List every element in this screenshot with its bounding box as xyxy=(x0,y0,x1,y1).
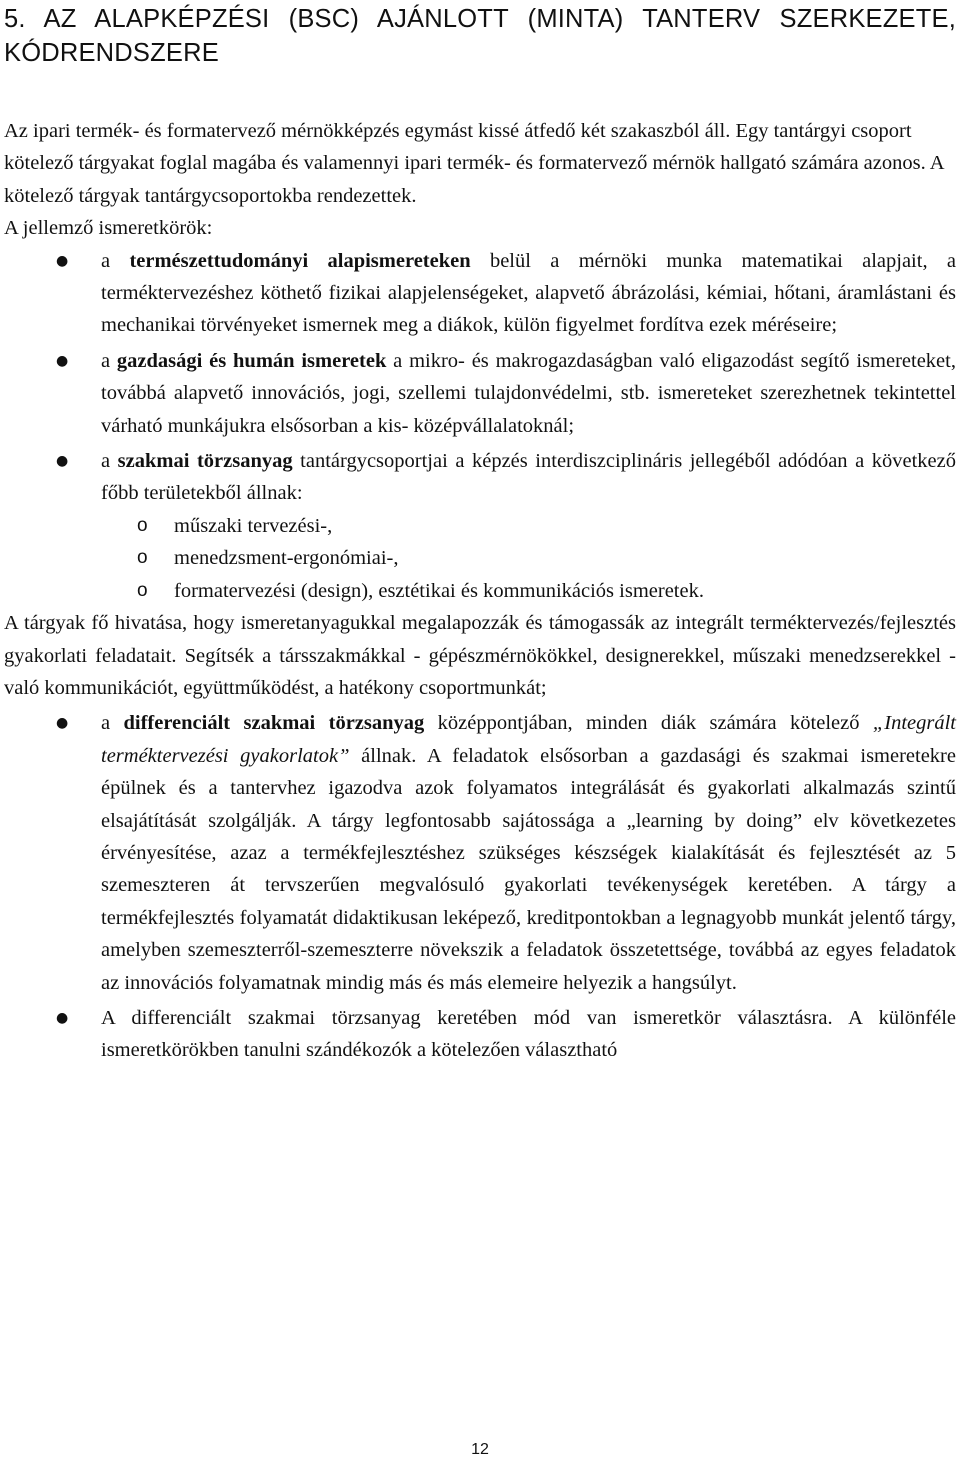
list-item: ● a szakmai törzsanyag tantárgycsoportjai a képzés interdiszciplináris jellegéből adódóan a következő főbb területekből állnak: xyxy=(4,445,956,510)
bullet-icon: ● xyxy=(56,352,69,369)
bullet-icon: ● xyxy=(56,252,69,269)
purpose-paragraph: A tárgyak fő hivatása, hogy ismeretanyagukkal megalapozzák és támogassák az integrált terméktervezés/fejlesztés gyakorlati feladatait. Segítsék a társszakmákkal - gépészmérnökökkel, designerekkel, műszaki menedzserekkel - való kommunikációt, együttműködést, a hatékony csoportmunkát; xyxy=(4,612,956,699)
circle-bullet-icon: o xyxy=(137,579,148,601)
bullet-icon: ● xyxy=(56,715,69,732)
italic-title: „Integrált terméktervezési gyakorlatok” xyxy=(101,712,956,767)
bold-term: differenciált szakmai törzsanyag xyxy=(123,712,425,735)
list-item: ● a gazdasági és humán ismeretek a mikro- és makrogazdaságban való eligazodást segítő ismereteket, továbbá alapvető innovációs, jogi, szellemi tulajdonvédelmi, stb. ismereteket szerezhetnek tekintettel várható munkájukra elsősorban a kis- középvállalatoknál; xyxy=(4,345,956,442)
bold-term: természettudományi alapismereteken xyxy=(129,249,471,272)
circle-bullet-icon: o xyxy=(137,547,148,569)
bold-term: gazdasági és humán ismeretek xyxy=(116,349,387,372)
curriculum-list xyxy=(4,707,956,1066)
sub-list-item: o menedzsment-ergonómiai-, xyxy=(4,542,956,574)
areas-label: A jellemző ismeretkörök: xyxy=(4,217,213,240)
bold-term: szakmai törzsanyag xyxy=(117,450,293,473)
list-item: ● a differenciált szakmai törzsanyag középpontjában, minden diák számára kötelező „Integrált terméktervezési gyakorlatok” állnak. A feladatok elsősorban a gazdasági és szakmai ismeretekre épülnek és a tantervhez igazodva azok folyamatos integrálását és gyakorlati alkalmazás szintű elsajátítását szolgálják. A tárgy legfontosabb sajátossága a „learning by doing” elv következetes érvényesítése, azaz a termékfejlesztéshez szükséges készségek kialakítását és fejlesztését az 5 szemeszteren át tervszerűen megvalósuló gyakorlati tevékenységek keretében. A tárgy a termékfejlesztés folyamatát didaktikusan leképező, kreditpontokban a legnagyobb munkát jelentő tárgy, amelyben szemeszterről-szemeszterre növekszik a feladatok összetettsége, továbbá az egyes feladatok az innovációs folyamatnak mindig más és más elemeire helyezik a hangsúlyt. xyxy=(4,707,956,999)
sub-list-item: o műszaki tervezési-, xyxy=(4,510,956,542)
section-heading: 5. AZ ALAPKÉPZÉSI (BSC) AJÁNLOTT (MINTA) TANTERV SZERKEZETE, KÓDRENDSZERE xyxy=(4,5,956,67)
body-text xyxy=(4,115,956,1067)
knowledge-areas-list xyxy=(4,245,956,510)
list-item: ● A differenciált szakmai törzsanyag keretében mód van ismeretkör választásra. A különféle ismeretkörökben tanulni szándékozók a kötelezően választható xyxy=(4,1002,956,1067)
bullet-icon: ● xyxy=(56,1009,69,1026)
professional-areas-sublist xyxy=(4,510,956,607)
bullet-icon: ● xyxy=(56,453,69,470)
page-number: 12 xyxy=(471,1441,489,1458)
sub-list-item: o formatervezési (design), esztétikai és kommunikációs ismeretek. xyxy=(4,575,956,607)
intro-paragraph: Az ipari termék- és formatervező mérnökképzés egymást kissé átfedő két szakaszból áll. Egy tantárgyi csoport kötelező tárgyakat foglal magába és valamennyi ipari termék- és formatervező mérnök hallgató számára azonos. A kötelező tárgyak tantárgycsoportokba rendezettek. xyxy=(4,120,944,207)
list-item: ● a természettudományi alapismereteken belül a mérnöki munka matematikai alapjait, a terméktervezéshez köthető fizikai alapjelenségeket, alapvető ábrázolási, kémiai, hőtani, áramlástani és mechanikai törvényeket ismernek meg a diákok, külön figyelmet fordítva ezek méréseire; xyxy=(4,245,956,342)
circle-bullet-icon: o xyxy=(137,514,148,536)
